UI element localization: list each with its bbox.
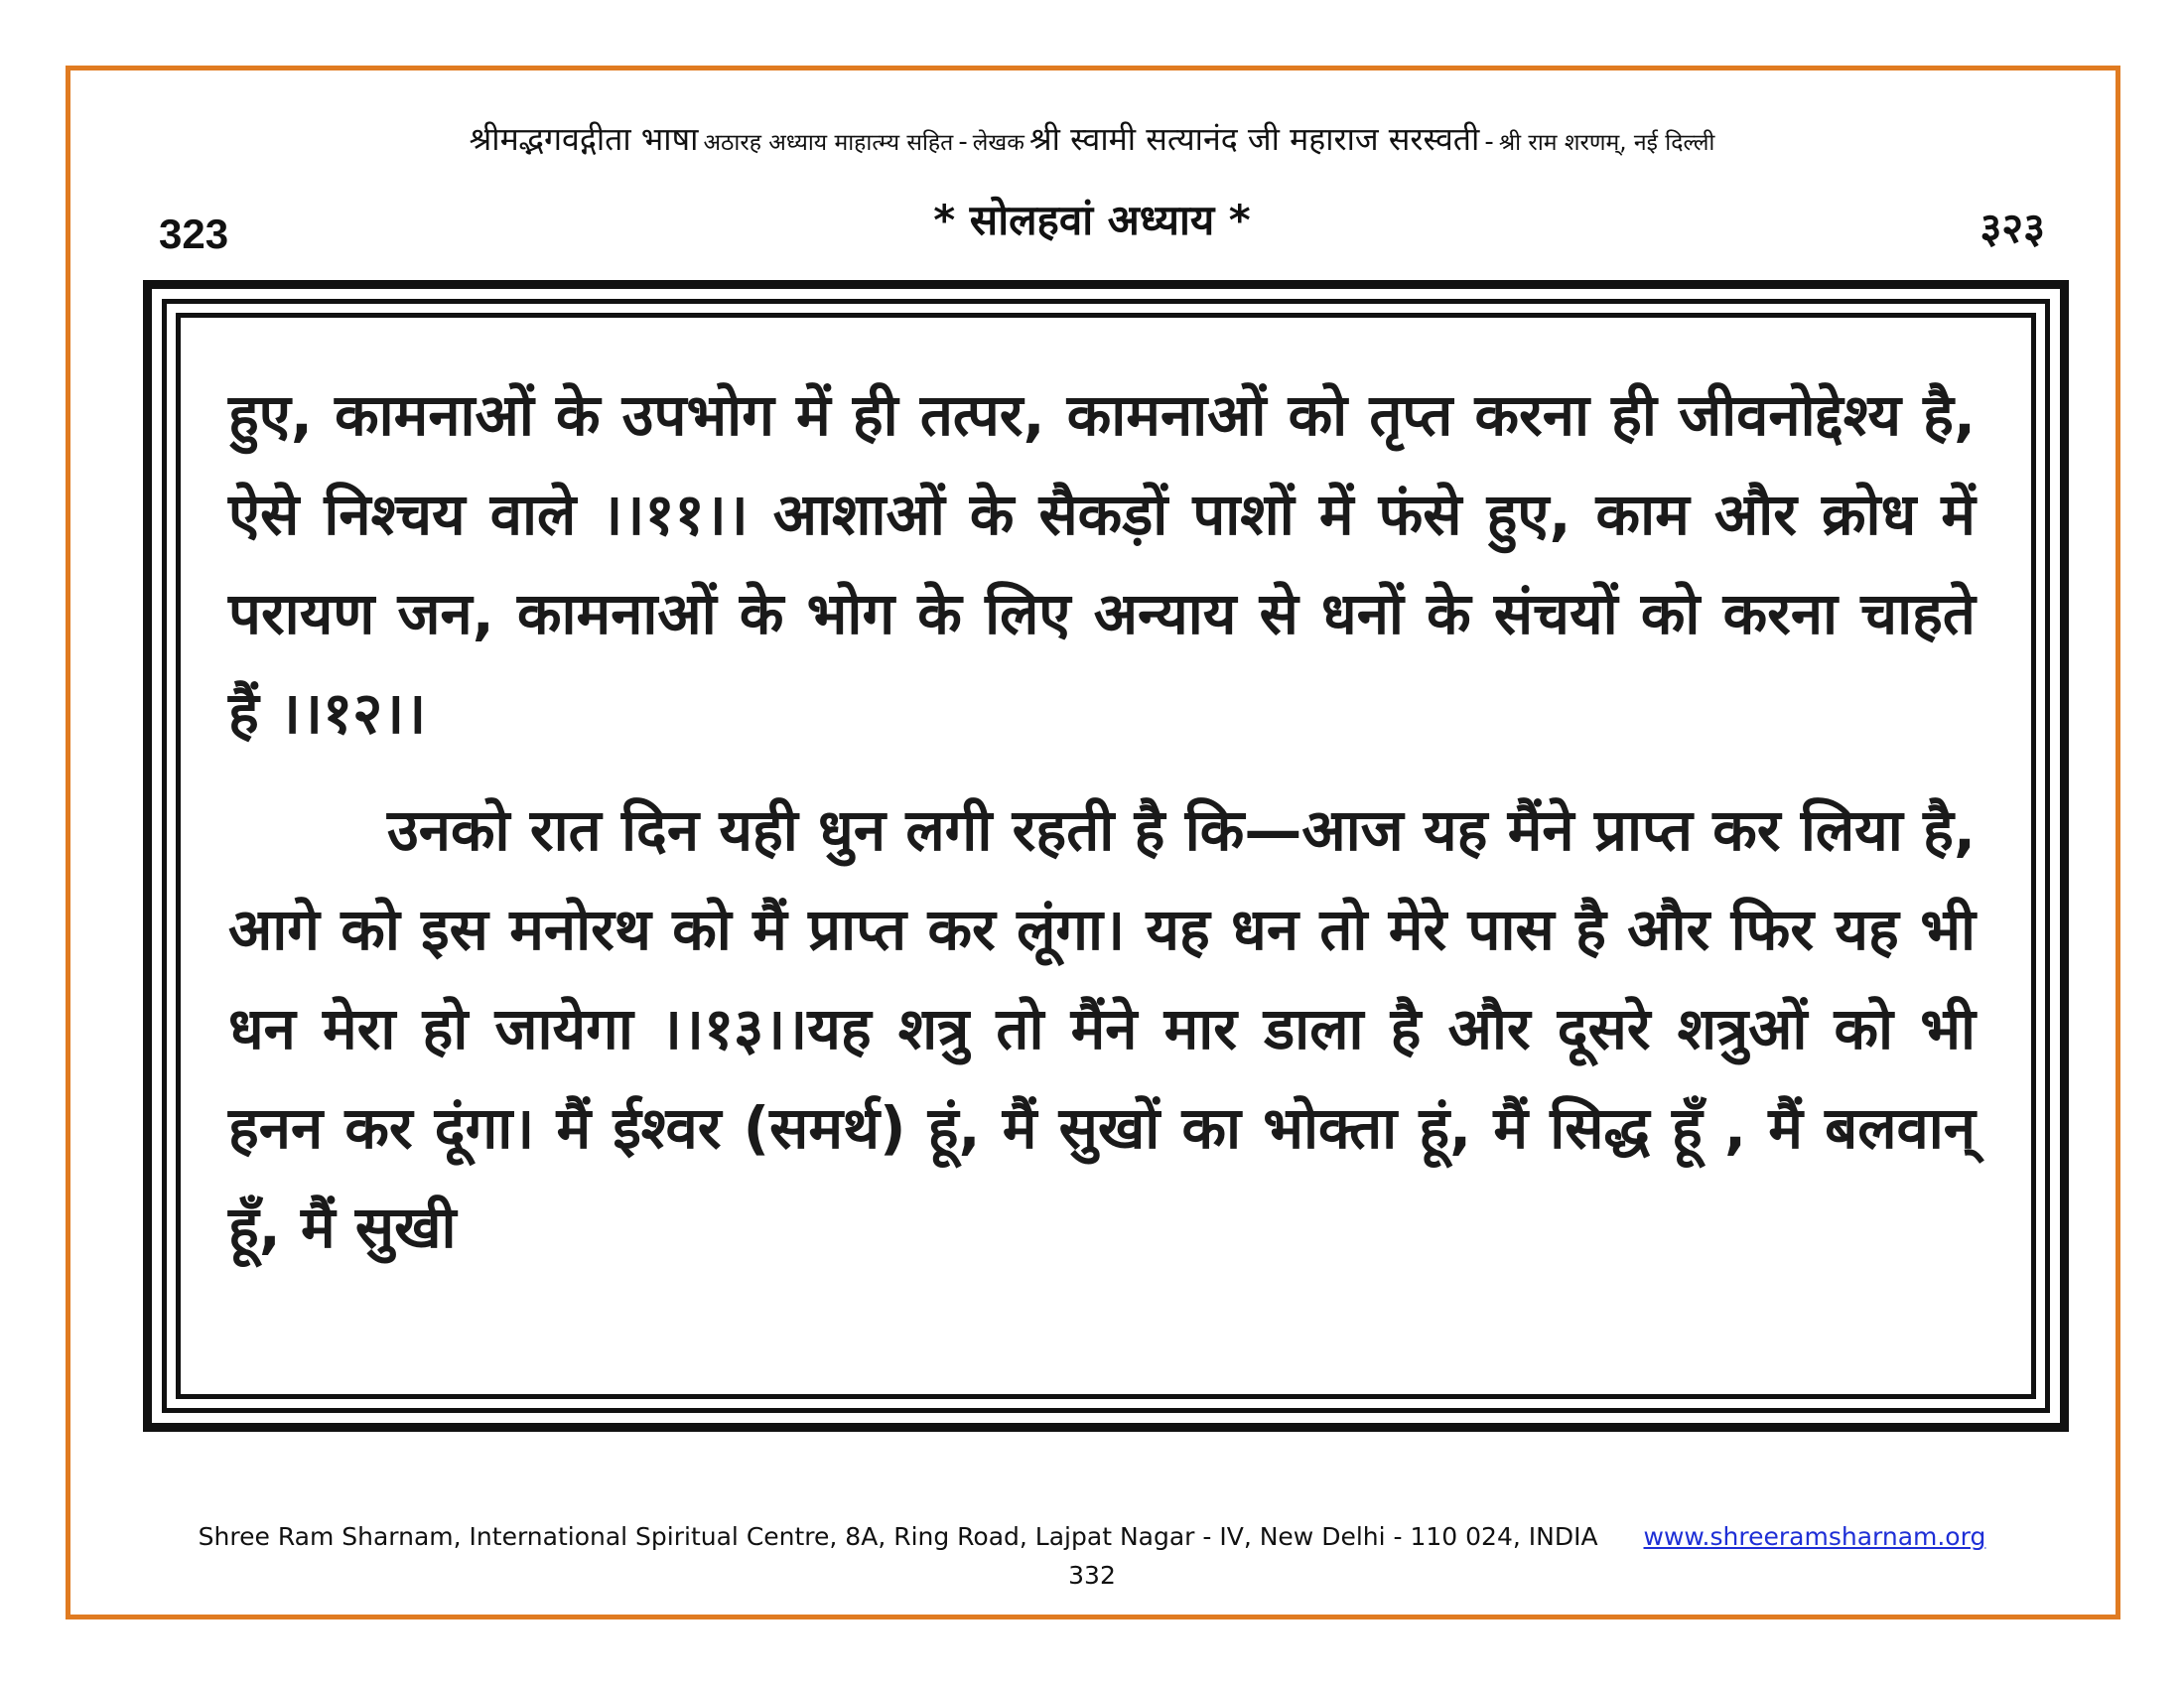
header-separator: - <box>958 127 968 157</box>
paragraph: हुए, कामनाओं के उपभोग में ही तत्पर, कामनाओं को तृप्त करना ही जीवनोद्देश्य है, ऐसे निश्चय वाले ।।११।। आशाओं के सैकड़ों पाशों में फंसे हुए, काम और क्रोध में परायण जन, कामनाओं के भोग के लिए अन्याय से धनों के संचयों को करना चाहते हैं ।।१२।। <box>228 381 1976 747</box>
footer <box>0 1522 2184 1551</box>
page-number-devanagari: ३२३ <box>1979 204 2045 252</box>
author-prefix: लेखक <box>972 130 1024 156</box>
footer-address: Shree Ram Sharnam, International Spiritual Centre, 8A, Ring Road, Lajpat Nagar - IV, New Delhi - 110 024, INDIA <box>198 1522 1598 1551</box>
paragraph: उनको रात दिन यही धुन लगी रहती है कि—आज यह मैंने प्राप्त कर लिया है, आगे को इस मनोरथ को मैं प्राप्त कर लूंगा। यह धन तो मेरे पास है और फिर यह भी धन मेरा हो जायेगा ।।१३।।यह शत्रु तो मैंने मार डाला है और दूसरे शत्रुओं को भी हनन कर दूंगा। मैं ईश्वर (समर्थ) हूं, मैं सुखों का भोक्ता हूं, मैं सिद्ध हूँ , मैं बलवान् हूँ, मैं सुखी <box>228 796 1976 1261</box>
book-subtitle: अठारह अध्याय माहात्म्य सहित <box>703 130 954 156</box>
book-title: श्रीमद्भगवद्गीता भाषा <box>469 120 699 158</box>
website-link[interactable]: www.shreeramsharnam.org <box>1643 1522 1986 1551</box>
scripture-text <box>228 365 1976 1277</box>
chapter-title: * सोलहवां अध्याय * <box>933 196 1251 244</box>
page-number-latin: 323 <box>159 211 229 257</box>
header-separator: - <box>1484 127 1494 157</box>
running-header <box>119 117 2065 160</box>
author-name: श्री स्वामी सत्यानंद जी महाराज सरस्वती <box>1028 120 1480 158</box>
pdf-page-number: 332 <box>1068 1561 1116 1590</box>
publisher-name: श्री राम शरणम्, नई दिल्ली <box>1498 130 1715 156</box>
